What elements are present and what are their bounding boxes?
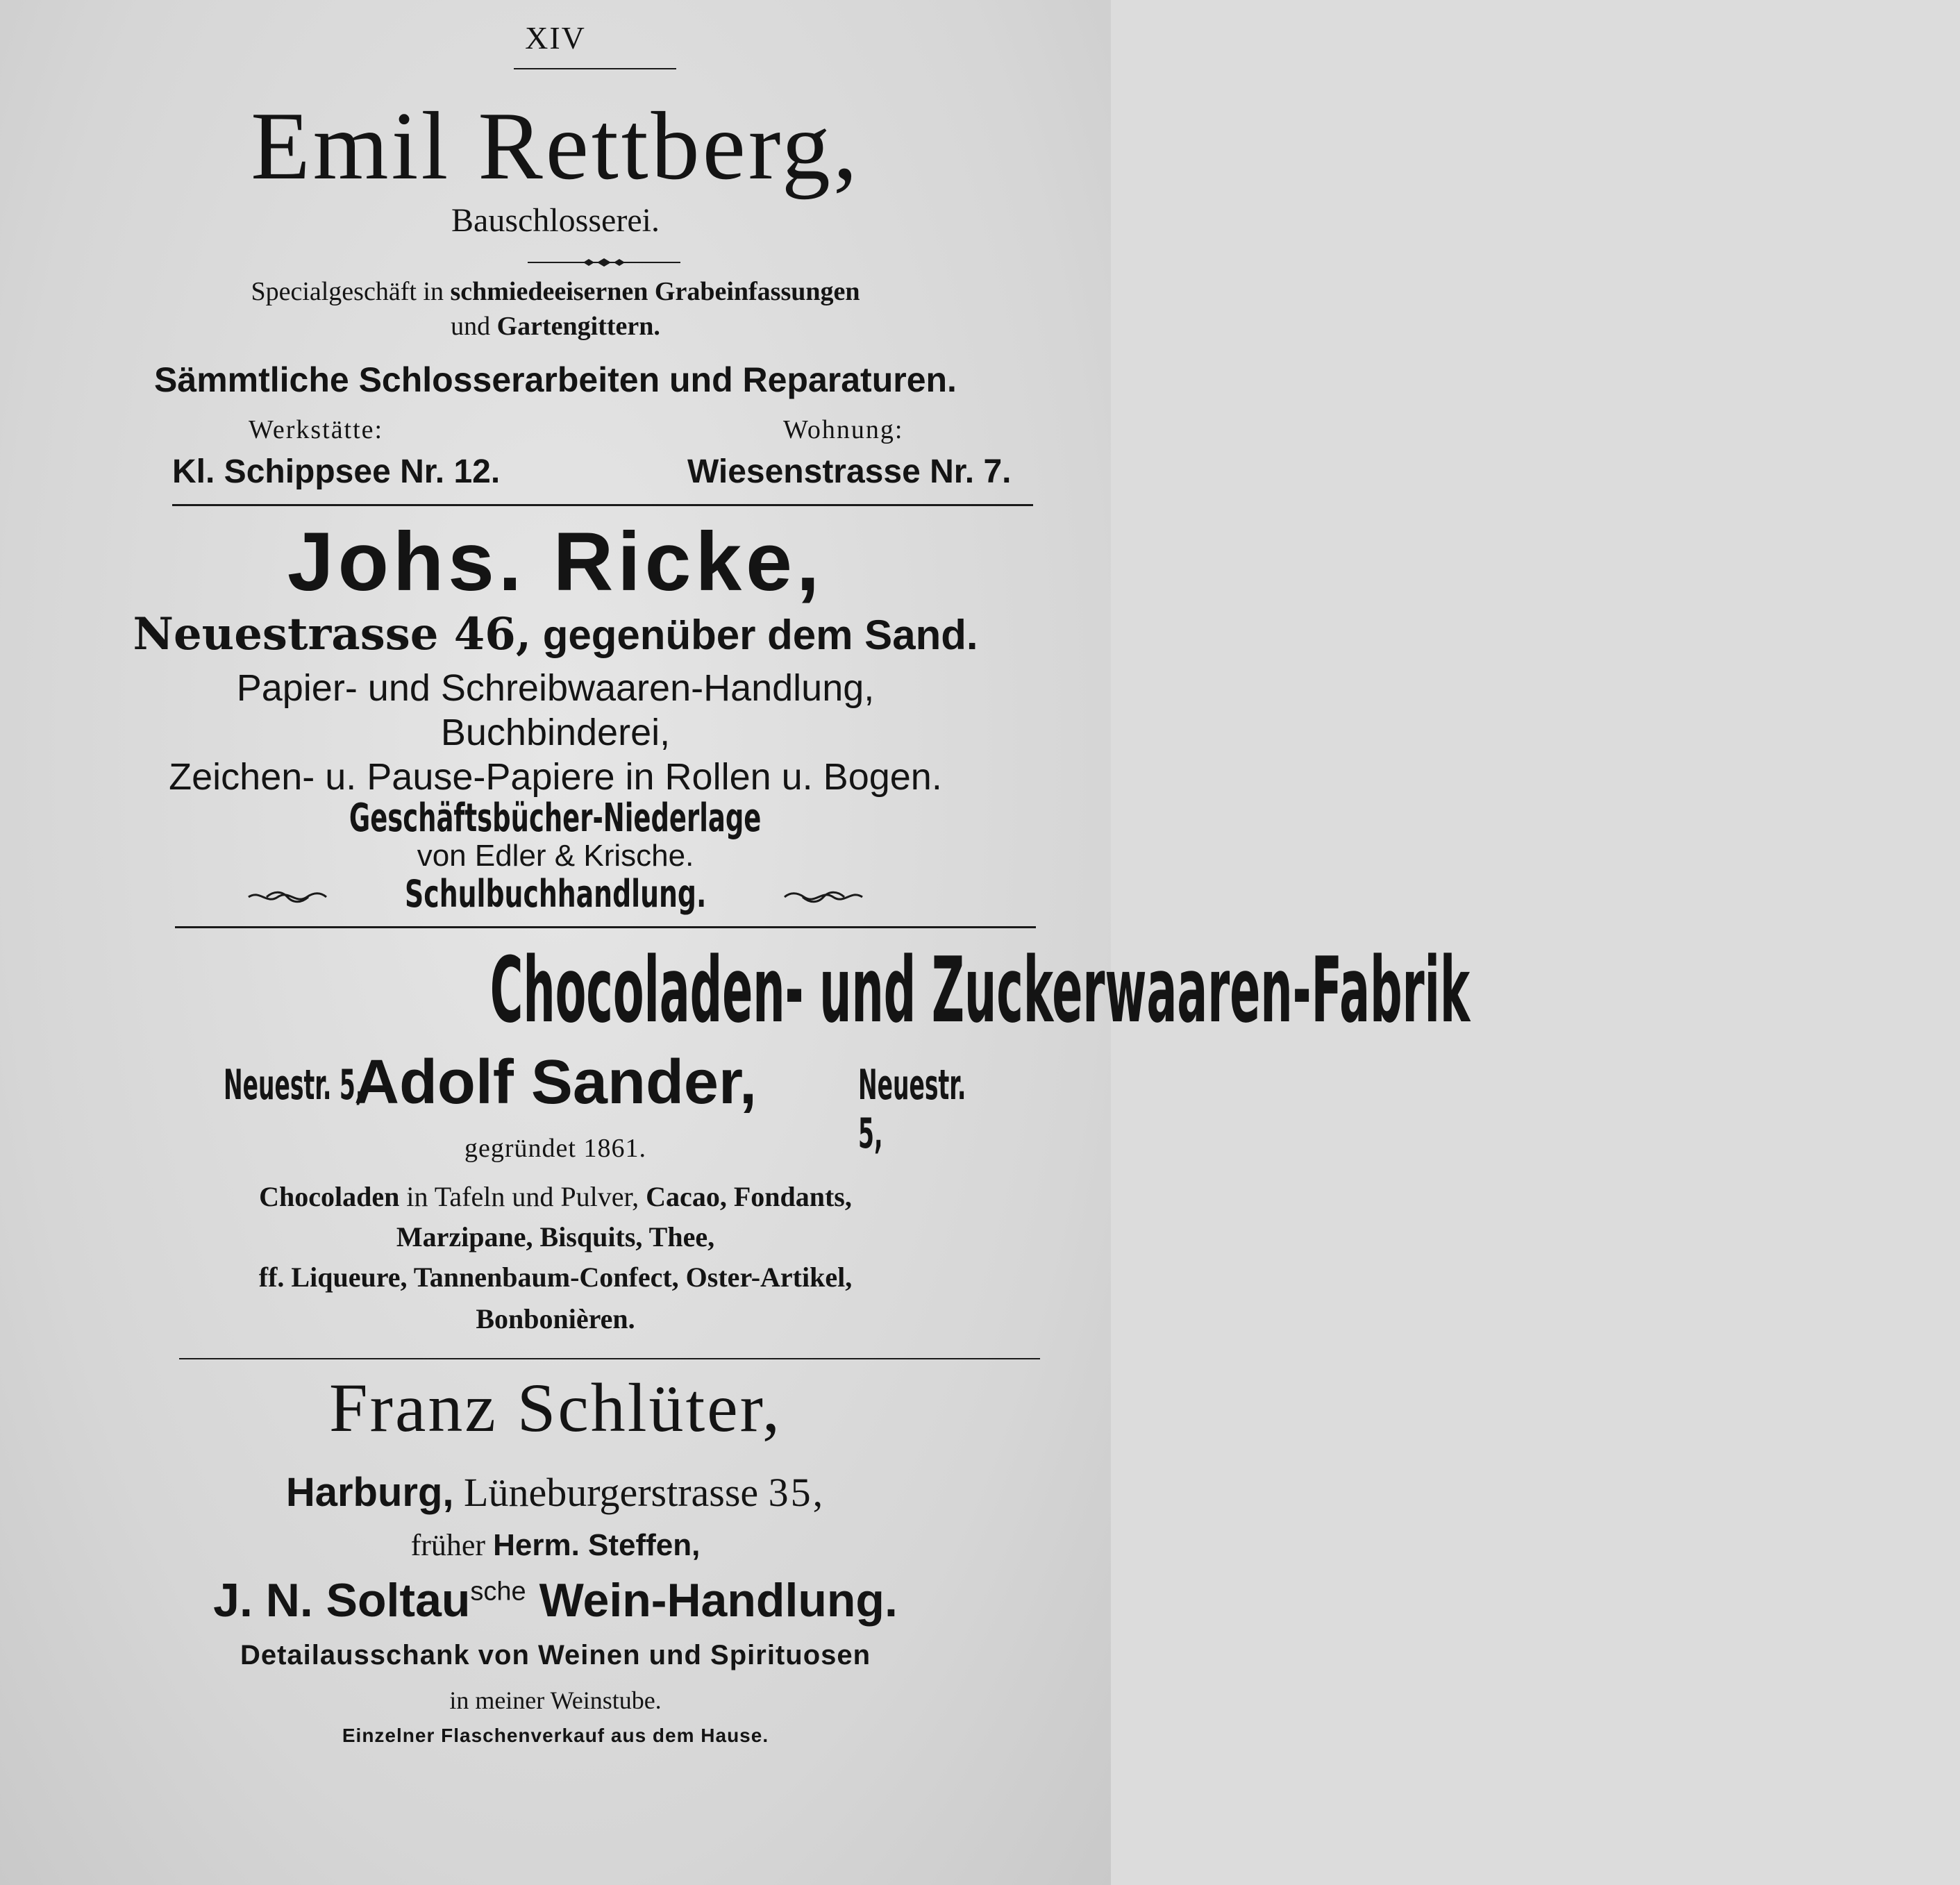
schlueter-wine-shop	[0, 1573, 1111, 1627]
sander-line-1	[0, 1180, 1111, 1213]
schlueter-wine-a: J. N. Soltau	[213, 1574, 471, 1627]
ricke-address	[0, 608, 1111, 660]
rettberg-trade: Bauschlosserei.	[451, 202, 660, 239]
ricke-name: Johs. Ricke,	[287, 515, 824, 608]
rettberg-specialty	[0, 276, 1111, 307]
schlueter-detail: Detailausschank von Weinen und Spirituosen	[240, 1640, 871, 1670]
rettberg-workshop-address: Kl. Schippsee Nr. 12.	[172, 453, 501, 490]
sander-founded: gegründet 1861.	[464, 1134, 646, 1163]
ricke-school-books: Schulbuchhandlung.	[404, 872, 707, 916]
ricke-street-rest: gegenüber dem Sand.	[531, 612, 978, 658]
rettberg-specialty2-prefix: und	[451, 312, 497, 341]
sander-headline	[0, 937, 1471, 1043]
rettberg-specialty-bold: schmiedeeisernen Grabeinfassungen	[450, 277, 860, 306]
ricke-ledger-depot: Geschäftsbücher-Niederlage	[349, 796, 762, 841]
schlueter-number: 35,	[768, 1470, 826, 1515]
schlueter-former	[0, 1527, 1111, 1563]
flourish-right-icon	[782, 887, 865, 907]
page-number: XIV	[525, 20, 586, 56]
schlueter-wine-b: Wein-Handlung.	[526, 1574, 898, 1627]
ricke-line-4: Zeichen- u. Pause-Papiere in Rollen u. Bogen.	[169, 756, 942, 798]
divider-ornament-icon	[528, 258, 680, 267]
sander-right-address-text: Neuestr. 5,	[858, 1061, 966, 1158]
rettberg-specialty-prefix: Specialgeschäft in	[251, 277, 451, 306]
sander-line-1a: Chocoladen	[259, 1181, 400, 1212]
sander-name: Adolf Sander,	[353, 1048, 757, 1117]
ricke-line-3: Buchbinderei,	[440, 712, 671, 753]
ricke-line-7	[0, 872, 1111, 916]
ricke-street: Neuestrasse 46,	[133, 608, 532, 660]
section-rule	[172, 504, 1033, 506]
sander-line-1b: in Tafeln und Pulver,	[399, 1181, 646, 1212]
sander-line-2: Marzipane, Bisquits, Thee,	[396, 1221, 715, 1253]
schlueter-street: Lüneburgerstrasse	[453, 1470, 769, 1515]
sander-line-4: Bonbonièren.	[476, 1303, 635, 1334]
ricke-line-6: von Edler & Krische.	[417, 839, 694, 873]
schlueter-wine-sup: sche	[470, 1577, 526, 1607]
rettberg-specialty2-bold: Gartengittern.	[496, 312, 660, 341]
rettberg-repairs: Sämmtliche Schlosserarbeiten und Reparaturen.	[154, 360, 957, 399]
section-rule	[175, 926, 1036, 928]
flourish-left-icon	[246, 887, 329, 907]
rettberg-home-address: Wiesenstrasse Nr. 7.	[687, 453, 1012, 490]
rettberg-name: Emil Rettberg,	[251, 92, 860, 200]
rettberg-home-label: Wohnung:	[783, 415, 904, 444]
ricke-line-2: Papier- und Schreibwaaren-Handlung,	[236, 667, 875, 709]
rettberg-specialty-line2	[0, 311, 1111, 342]
schlueter-wine-room: in meiner Weinstube.	[449, 1686, 662, 1714]
schlueter-address	[0, 1469, 1111, 1516]
schlueter-name: Franz Schlüter,	[329, 1369, 782, 1446]
schlueter-former-name: Herm. Steffen,	[493, 1528, 701, 1562]
schlueter-bottle-sale: Einzelner Flaschenverkauf aus dem Hause.	[342, 1725, 769, 1746]
sander-line-3: ff. Liqueure, Tannenbaum-Confect, Oster-Artikel,	[258, 1262, 853, 1293]
ricke-line-5	[0, 796, 1111, 841]
section-rule	[179, 1358, 1040, 1359]
rettberg-workshop-label: Werkstätte:	[249, 415, 384, 444]
header-rule	[514, 68, 676, 69]
sander-left-address-text: Neuestr. 5,	[224, 1061, 365, 1109]
sander-headline-text: Chocoladen- und Zuckerwaaren-Fabrik	[489, 937, 1471, 1043]
schlueter-former-prefix: früher	[410, 1528, 494, 1562]
schlueter-city: Harburg,	[285, 1470, 454, 1515]
sander-line-1c: Cacao, Fondants,	[646, 1181, 852, 1212]
